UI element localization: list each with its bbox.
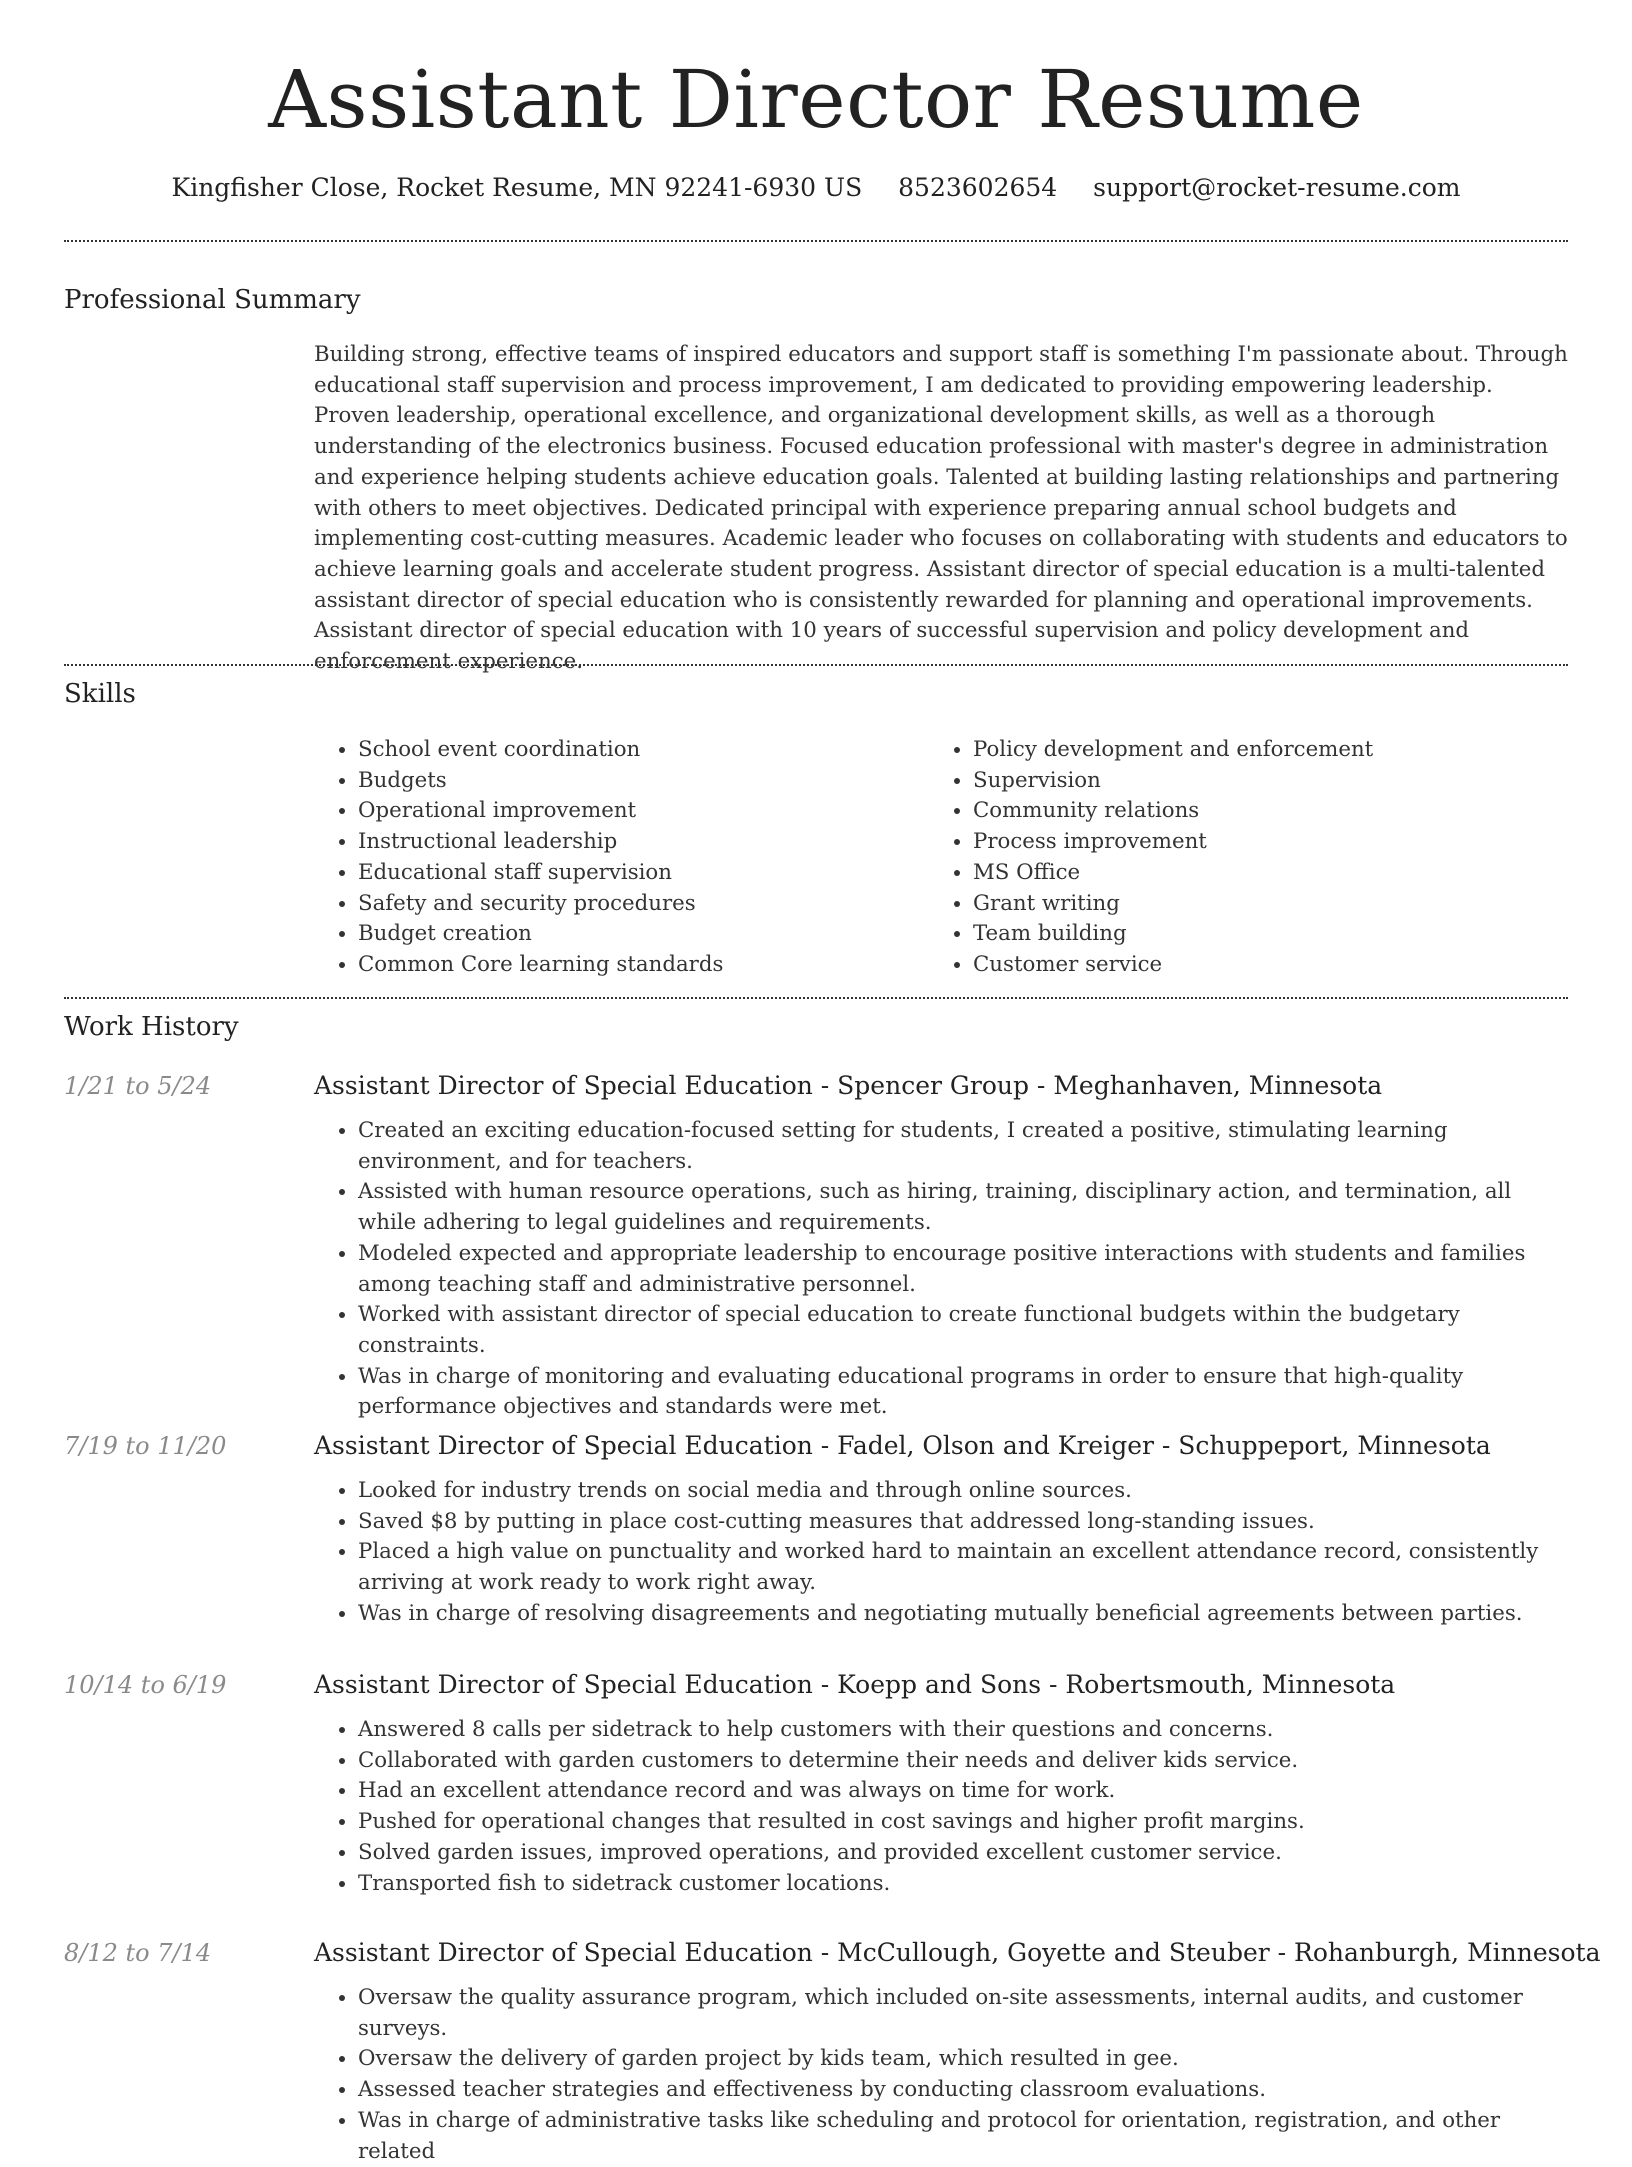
skills-heading: Skills [64, 679, 136, 709]
job-bullet: • Had an excellent attendance record and was always on time for work. [358, 1776, 1568, 1807]
job-dates: 7/19 to 11/20 [64, 1432, 227, 1460]
skills-column-left [314, 735, 929, 981]
job-bullets [314, 1715, 1568, 1899]
contact-line [64, 170, 1568, 206]
divider [64, 997, 1568, 999]
divider [64, 240, 1568, 242]
job-bullets [314, 1983, 1568, 2167]
skill-item: • Grant writing [973, 889, 1533, 920]
contact-address: Kingfisher Close, Rocket Resume, MN 92241-6930 US [171, 173, 863, 202]
summary-text: Building strong, effective teams of inspired educators and support staff is something I'm passionate about. Through educational staff supervision and process improvement, I am dedicated to providing empowering leadership. Proven leadership, operational excellence, and organizational development skills, as well as a thorough understanding of the electronics business. Focused education professional with master's degree in administration and experience helping students achieve education goals. Talented at building lasting relationships and partnering with others to meet objectives. Dedicated principal with experience preparing annual school budgets and implementing cost-cutting measures. Academic leader who focuses on collaborating with students and educators to achieve learning goals and accelerate student progress. Assistant director of special education is a multi-talented assistant director of special education who is consistently rewarded for planning and operational improvements. Assistant director of special education with 10 years of successful supervision and policy development and enforcement experience. [314, 342, 1568, 675]
job-title: Assistant Director of Special Education - Koepp and Sons - Robertsmouth, Minnesota [314, 1670, 1396, 1699]
job-bullets [314, 1476, 1568, 1630]
job-bullet: • Was in charge of monitoring and evaluating educational programs in order to ensure that high-quality performance objectives and standards were met. [358, 1362, 1568, 1423]
skill-item: • Educational staff supervision [358, 858, 929, 889]
job-bullet: • Was in charge of resolving disagreements and negotiating mutually beneficial agreements between parties. [358, 1599, 1568, 1630]
job-bullet: • Placed a high value on punctuality and worked hard to maintain an excellent attendance record, consistently arriving at work ready to work right away. [358, 1537, 1568, 1598]
contact-phone: 8523602654 [898, 173, 1058, 202]
job-title: Assistant Director of Special Education - Spencer Group - Meghanhaven, Minnesota [314, 1071, 1383, 1100]
job-bullet: • Looked for industry trends on social media and through online sources. [358, 1476, 1568, 1507]
job-bullet: • Solved garden issues, improved operations, and provided excellent customer service. [358, 1838, 1568, 1869]
skill-item: • School event coordination [358, 735, 929, 766]
job-dates: 10/14 to 6/19 [64, 1671, 227, 1699]
skills-list [314, 735, 1568, 981]
job-dates: 8/12 to 7/14 [64, 1939, 212, 1967]
job-bullet: • Pushed for operational changes that resulted in cost savings and higher profit margins. [358, 1807, 1568, 1838]
divider [64, 664, 1568, 666]
job-bullet: • Worked with assistant director of special education to create functional budgets within the budgetary constraints. [358, 1300, 1568, 1361]
skill-item: • Budget creation [358, 919, 929, 950]
job-bullet: • Answered 8 calls per sidetrack to help customers with their questions and concerns. [358, 1715, 1568, 1746]
job-bullet: • Assisted with human resource operations, such as hiring, training, disciplinary action, and termination, all while adhering to legal guidelines and requirements. [358, 1177, 1568, 1238]
resume-title: Assistant Director Resume [268, 53, 1364, 146]
job-bullet: • Transported fish to sidetrack customer locations. [358, 1869, 1568, 1900]
job-dates: 1/21 to 5/24 [64, 1072, 212, 1100]
skill-item: • Team building [973, 919, 1533, 950]
skill-item: • Customer service [973, 950, 1533, 981]
job-title: Assistant Director of Special Education - Fadel, Olson and Kreiger - Schuppeport, Minnesota [314, 1431, 1491, 1460]
job-bullet: • Modeled expected and appropriate leadership to encourage positive interactions with students and families among teaching staff and administrative personnel. [358, 1239, 1568, 1300]
skill-item: • Supervision [973, 766, 1533, 797]
job-bullet: • Assessed teacher strategies and effectiveness by conducting classroom evaluations. [358, 2075, 1568, 2106]
skill-item: • Budgets [358, 766, 929, 797]
skill-item: • MS Office [973, 858, 1533, 889]
job-title: Assistant Director of Special Education - McCullough, Goyette and Steuber - Rohanburgh, Minnesota [314, 1938, 1601, 1967]
skills-column-right [929, 735, 1533, 981]
skill-item: • Policy development and enforcement [973, 735, 1533, 766]
summary-heading: Professional Summary [64, 285, 361, 315]
job-bullet: • Created an exciting education-focused setting for students, I created a positive, stimulating learning environment, and for teachers. [358, 1116, 1568, 1177]
job-bullet: • Oversaw the quality assurance program, which included on-site assessments, internal audits, and customer surveys. [358, 1983, 1568, 2044]
work-history-heading: Work History [64, 1012, 239, 1042]
job-bullet: • Saved $8 by putting in place cost-cutting measures that addressed long-standing issues. [358, 1507, 1568, 1538]
job-bullet: • Was in charge of administrative tasks like scheduling and protocol for orientation, registration, and other related [358, 2106, 1568, 2167]
skill-item: • Process improvement [973, 827, 1533, 858]
skill-item: • Operational improvement [358, 796, 929, 827]
contact-email: support@rocket-resume.com [1093, 173, 1461, 202]
skill-item: • Instructional leadership [358, 827, 929, 858]
skill-item: • Community relations [973, 796, 1533, 827]
job-bullet: • Oversaw the delivery of garden project by kids team, which resulted in gee. [358, 2044, 1568, 2075]
job-bullet: • Collaborated with garden customers to determine their needs and deliver kids service. [358, 1746, 1568, 1777]
skill-item: • Safety and security procedures [358, 889, 929, 920]
job-bullets [314, 1116, 1568, 1423]
skill-item: • Common Core learning standards [358, 950, 929, 981]
